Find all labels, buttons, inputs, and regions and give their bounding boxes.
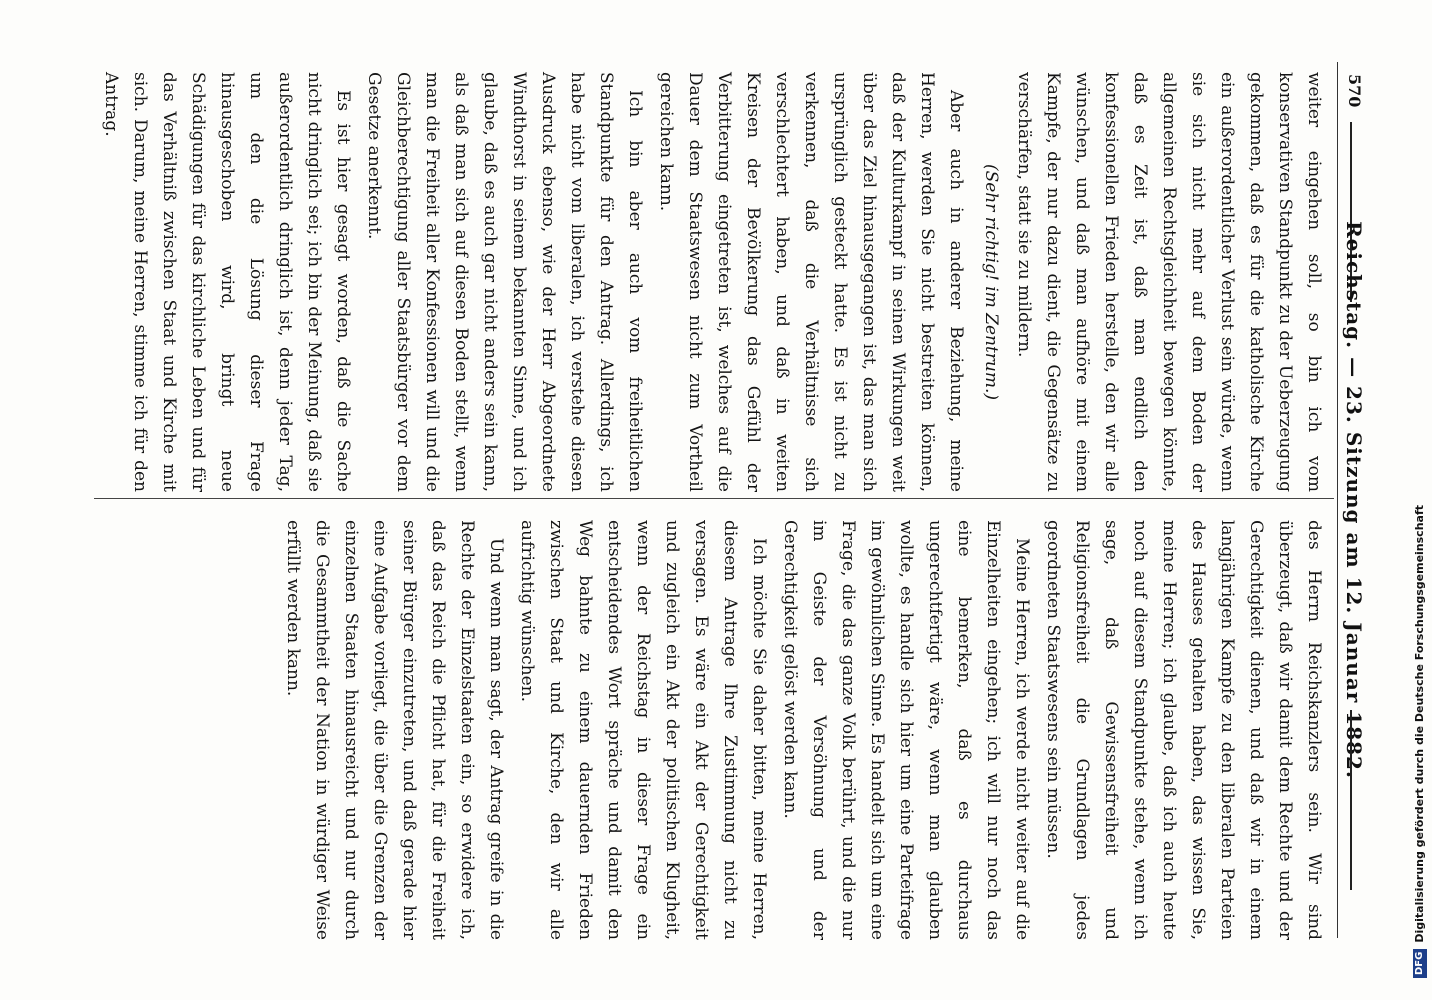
digitization-sidebar (1407, 0, 1432, 1000)
paragraph: des Herrn Reichskanzlers sein. Wir sind überzeugt, daß wir damit dem Rechte und der Gerechtigkeit dienen, und daß wir in einem langjährigen Kampfe zu den liberalen Parteien des Hauses gehalten haben, das wissen Sie, meine Herren; ich glaube, daß ich auch heute noch auf diesem Standpunkte stehe, wenn ich sage, daß Gewissensfreiheit und Religionsfreiheit die Grundlagen jedes geordneten Staatswesens sein müssen. (1043, 520, 1324, 940)
column-divider (94, 498, 1334, 499)
paragraph: Aber auch in anderer Beziehung, meine Herren, werden Sie nicht bestreiten können, daß der Kulturkampf in seinen Wirkungen weit über das Ziel hinausgegangen ist, das man sich ursprünglich gesteckt hatte. Es ist nicht zu verkennen, daß die Verhältnisse sich verschlechtert haben, und daß in weiten Kreisen der Bevölkerung das Gefühl der Verbitterung eingetreten ist, welches auf die Dauer dem Staatswesen nicht zum Vortheil gereichen kann. (656, 72, 966, 492)
sidebar-credit (1407, 0, 1432, 1000)
page-title: Reichstag. — 23. Sitzung am 12. Januar 1882. (1342, 221, 1366, 779)
left-column (94, 72, 1328, 492)
page-header (1338, 0, 1372, 1000)
header-divider (1337, 62, 1338, 938)
dfg-logo: DFG (1413, 949, 1427, 978)
paragraph: Es ist hier gesagt worden, daß die Sache nicht dringlich sei; ich bin der Meinung, daß sie außerordentlich dringlich ist, denn jeder Tag, um den die Lösung dieser Frage hinausgeschoben wird, bringt neue Schädigungen für das kirchliche Leben und für das Verhältniß zwischen Staat und Kirche mit sich. Darum, meine Herren, stimme ich für den Antrag. (101, 72, 353, 492)
sidebar-credit-text: Digitalisierung gefördert durch die Deutsche Forschungsgemeinschaft (1413, 504, 1426, 943)
paragraph: Ich bin aber auch vom freiheitlichen Standpunkte für den Antrag. Allerdings, ich habe nicht vom liberalen, ich verstehe diesen Ausdruck ebenso, wie der Herr Abgeordnete Windthorst in seinem bekannten Sinne, und ich glaube, daß es auch gar nicht anders sein kann, als daß man sich auf diesen Boden stellt, wenn man die Freiheit aller Konfessionen will und die Gleichberechtigung aller Staatsbürger vor dem Gesetze anerkennt. (364, 72, 645, 492)
header-rule-right (1350, 710, 1352, 890)
right-column (276, 520, 1328, 940)
paragraph: Ich möchte Sie daher bitten, meine Herren, diesem Antrage Ihre Zustimmung nicht zu versagen. Es wäre ein Akt der Gerechtigkeit und zugleich ein Akt der politischen Klugheit, wenn der Reichstag in dieser Frage ein entscheidendes Wort spräche und damit den Weg bahnte zu einem dauernden Frieden zwischen Staat und Kirche, den wir alle aufrichtig wünschen. (517, 520, 769, 940)
speech-remark: (Sehr richtig! im Zentrum.) (981, 163, 1001, 401)
paragraph: Und wenn man sagt, der Antrag greife in die Rechte der Einzelstaaten ein, so erwidere ich, daß das Reich die Pflicht hat, für die Freiheit seiner Bürger einzutreten, und daß gerade hier eine Aufgabe vorliegt, die über die Grenzen der einzelnen Staaten hinausreicht und nur durch die Gesammtheit der Nation in würdiger Weise erfüllt werden kann. (283, 520, 506, 940)
paragraph: Meine Herren, ich werde nicht weiter auf die Einzelheiten eingehen; ich will nur noch das eine bemerken, daß es durchaus ungerechtfertigt wäre, wenn man glauben wollte, es handle sich hier um eine Parteifrage im gewöhnlichen Sinne. Es handelt sich um eine Frage, die das ganze Volk berührt, und die nur im Geiste der Versöhnung und der Gerechtigkeit gelöst werden kann. (780, 520, 1032, 940)
paragraph: weiter eingehen soll, so bin ich vom konservativen Standpunkt zu der Ueberzeugung gekommen, daß es für die katholische Kirche ein außerordentlicher Verlust sein würde, wenn sie sich nicht mehr auf dem Boden der allgemeinen Rechtsgleichheit bewegen könnte, daß es Zeit ist, daß man endlich den konfessionellen Frieden herstelle, den wir alle wünschen, und daß man aufhöre mit einem Kampfe, der nur dazu dient, die Gegensätze zu verschärfen, statt sie zu mildern. (1014, 72, 1324, 492)
page-number: 570 (1345, 74, 1364, 108)
